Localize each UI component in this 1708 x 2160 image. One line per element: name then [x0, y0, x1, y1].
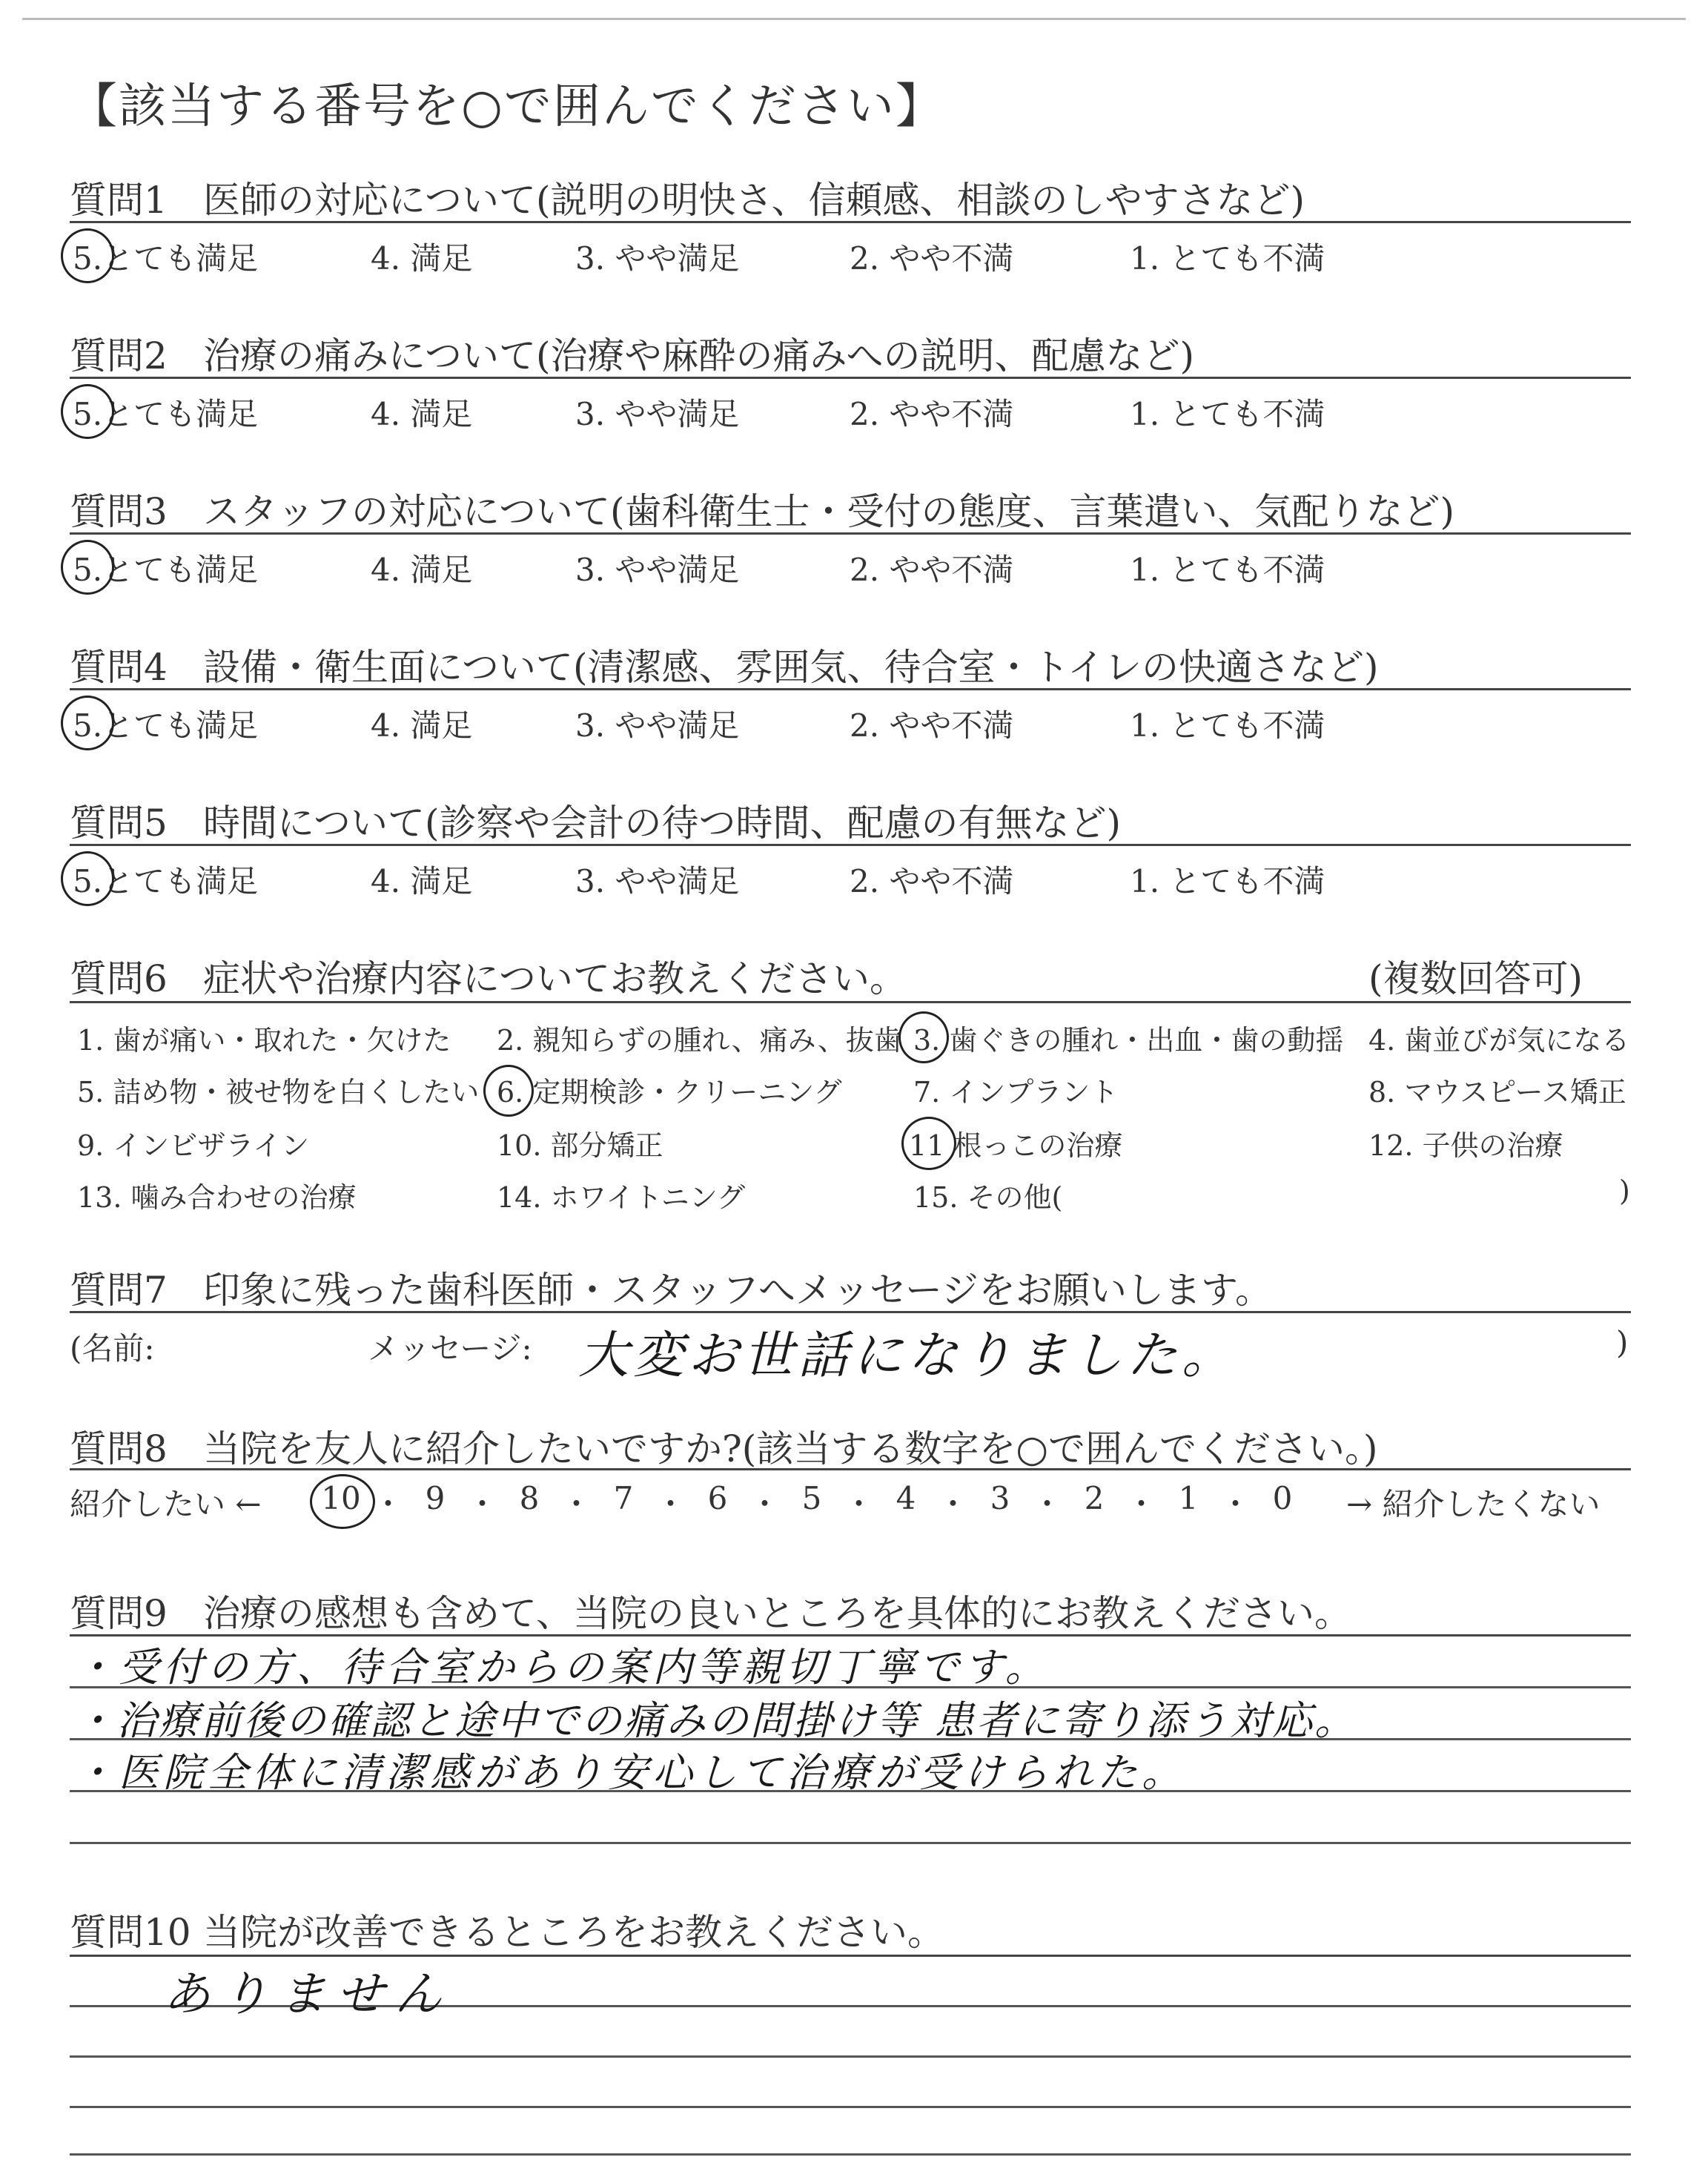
- question-number: 質問9: [70, 1592, 168, 1635]
- handwritten-answer-line: ・治療前後の確認と途中での痛みの問掛け等 患者に寄り添う対応。: [74, 1697, 1357, 1744]
- question-number: 質問7: [70, 1269, 168, 1312]
- selection-circle: [483, 1065, 534, 1117]
- scale-separator: ・: [843, 1486, 875, 1522]
- question-text: スタッフの対応について(歯科衛生士・受付の態度、言葉遣い、気配りなど): [203, 490, 1455, 533]
- option-4[interactable]: 4. 満足: [371, 240, 473, 277]
- divider: [70, 844, 1631, 846]
- option-4[interactable]: 4. 満足: [371, 707, 473, 744]
- divider: [70, 532, 1631, 535]
- handwritten-answer-line: ・医院全体に清潔感があり安心して治療が受けられた。: [74, 1749, 1186, 1796]
- option-1[interactable]: 1. とても不満: [1130, 240, 1325, 277]
- divider: [70, 1001, 1631, 1003]
- q6-option-7[interactable]: 7. インプラント: [913, 1076, 1119, 1109]
- option-4[interactable]: 4. 満足: [371, 396, 473, 432]
- question-number: 質問3: [70, 490, 168, 533]
- divider: [70, 1311, 1631, 1313]
- scale-separator: ・: [1031, 1486, 1063, 1522]
- question-text: 治療の痛みについて(治療や麻酔の痛みへの説明、配慮など): [203, 334, 1195, 377]
- message-label: メッセージ:: [368, 1330, 532, 1367]
- selection-circle: [61, 384, 114, 439]
- answer-line: [70, 1842, 1631, 1844]
- selection-circle: [61, 696, 114, 750]
- option-3[interactable]: 3. やや満足: [575, 552, 740, 588]
- recommend-right-label: → 紹介したくない: [1346, 1486, 1601, 1522]
- option-5[interactable]: 5.とても満足: [73, 552, 259, 588]
- q6-option-11[interactable]: 11 根っこの治療: [909, 1129, 1123, 1162]
- recommend-left-label: 紹介したい ←: [70, 1486, 262, 1522]
- q6-option-4[interactable]: 4. 歯並びが気になる: [1368, 1024, 1630, 1057]
- question-number: 質問8: [70, 1427, 168, 1470]
- option-1[interactable]: 1. とても不満: [1130, 552, 1325, 588]
- scale-separator: ・: [655, 1486, 686, 1522]
- handwritten-answer-line: ・受付の方、待合室からの案内等親切丁寧です。: [74, 1644, 1050, 1691]
- q6-option-15[interactable]: 15. その他(: [913, 1181, 1063, 1214]
- instruction-heading: 【該当する番号を○で囲んでください】: [70, 79, 944, 134]
- question-number: 質問4: [70, 646, 168, 689]
- name-label: (名前:: [70, 1330, 155, 1367]
- scale-value-5[interactable]: 5: [801, 1480, 822, 1516]
- option-3[interactable]: 3. やや満足: [575, 396, 740, 432]
- question-7-title: [70, 1261, 1272, 1314]
- q6-option-10[interactable]: 10. 部分矯正: [497, 1129, 663, 1162]
- divider: [70, 1468, 1631, 1470]
- q6-option-2[interactable]: 2. 親知らずの腫れ、痛み、抜歯: [497, 1024, 902, 1057]
- q6-option-9[interactable]: 9. インビザライン: [77, 1129, 310, 1162]
- question-3-title: [70, 482, 1454, 535]
- message-close-paren: ): [1616, 1324, 1629, 1361]
- scale-value-6[interactable]: 6: [707, 1480, 728, 1516]
- scale-value-9[interactable]: 9: [425, 1480, 446, 1516]
- scale-value-4[interactable]: 4: [896, 1480, 916, 1516]
- question-text: 当院が改善できるところをお教えください。: [203, 1911, 944, 1954]
- option-5[interactable]: 5.とても満足: [73, 707, 259, 744]
- option-2[interactable]: 2. やや不満: [850, 396, 1014, 432]
- divider: [70, 377, 1631, 379]
- option-3[interactable]: 3. やや満足: [575, 863, 740, 899]
- selection-circle: [310, 1474, 375, 1529]
- option-4[interactable]: 4. 満足: [371, 863, 473, 899]
- option-5[interactable]: 5.とても満足: [73, 863, 259, 899]
- question-2-title: [70, 326, 1194, 380]
- q6-option-12[interactable]: 12. 子供の治療: [1368, 1129, 1563, 1162]
- option-1[interactable]: 1. とても不満: [1130, 863, 1325, 899]
- option-2[interactable]: 2. やや不満: [850, 863, 1014, 899]
- question-number: 質問10: [70, 1911, 191, 1954]
- divider: [70, 688, 1631, 690]
- handwritten-answer: ありません: [163, 1967, 452, 2022]
- q6-option-8[interactable]: 8. マウスピース矯正: [1368, 1076, 1626, 1109]
- option-5[interactable]: 5.とても満足: [73, 240, 259, 277]
- option-5[interactable]: 5.とても満足: [73, 396, 259, 432]
- q6-option-13[interactable]: 13. 噛み合わせの治療: [77, 1181, 357, 1214]
- answer-line: [70, 2153, 1631, 2156]
- option-3[interactable]: 3. やや満足: [575, 240, 740, 277]
- scale-separator: ・: [560, 1486, 592, 1522]
- question-text: 症状や治療内容についてお教えください。: [203, 957, 907, 1000]
- scale-value-8[interactable]: 8: [519, 1480, 540, 1516]
- q6-option-6[interactable]: 6. 定期検診・クリーニング: [497, 1076, 842, 1109]
- question-text: 治療の感想も含めて、当院の良いところを具体的にお教えください。: [203, 1592, 1351, 1635]
- multiple-answers-note: (複数回答可): [1368, 957, 1583, 1000]
- scale-separator: ・: [1219, 1486, 1251, 1522]
- top-border: [22, 18, 1686, 20]
- question-text: 印象に残った歯科医師・スタッフへメッセージをお願いします。: [203, 1269, 1272, 1312]
- handwritten-message: 大変お世話になりました。: [578, 1327, 1237, 1385]
- answer-line: [70, 2106, 1631, 2108]
- question-text: 時間について(診察や会計の待つ時間、配慮の有無など): [203, 802, 1122, 845]
- answer-line: [70, 2055, 1631, 2058]
- question-number: 質問2: [70, 334, 168, 377]
- question-text: 医師の対応について(説明の明快さ、信頼感、相談のしやすさなど): [203, 179, 1305, 222]
- question-4-title: [70, 638, 1379, 691]
- question-text: 設備・衛生面について(清潔感、雰囲気、待合室・トイレの快適さなど): [203, 646, 1379, 689]
- scale-value-3[interactable]: 3: [990, 1480, 1010, 1516]
- question-number: 質問5: [70, 802, 168, 845]
- question-8-title: [70, 1419, 1377, 1473]
- selection-circle: [901, 1117, 956, 1170]
- selection-circle: [61, 540, 114, 595]
- other-close-paren: ): [1619, 1175, 1630, 1207]
- scale-value-0[interactable]: 0: [1272, 1480, 1293, 1516]
- scale-separator: ・: [1125, 1486, 1157, 1522]
- option-1[interactable]: 1. とても不満: [1130, 707, 1325, 744]
- selection-circle: [898, 1011, 949, 1063]
- question-text: 当院を友人に紹介したいですか?(該当する数字を○で囲んでください。): [203, 1427, 1378, 1470]
- question-9-title: [70, 1584, 1351, 1637]
- option-1[interactable]: 1. とても不満: [1130, 396, 1325, 432]
- scale-value-7[interactable]: 7: [613, 1480, 634, 1516]
- scale-value-2[interactable]: 2: [1084, 1480, 1105, 1516]
- scale-value-10[interactable]: 10: [321, 1480, 361, 1516]
- question-5-title: [70, 793, 1121, 847]
- selection-circle: [61, 228, 114, 283]
- question-number: 質問6: [70, 957, 168, 1000]
- scale-separator: ・: [466, 1486, 498, 1522]
- option-2[interactable]: 2. やや不満: [850, 240, 1014, 277]
- option-2[interactable]: 2. やや不満: [850, 707, 1014, 744]
- scale-value-1[interactable]: 1: [1178, 1480, 1199, 1516]
- question-number: 質問1: [70, 179, 168, 222]
- q6-option-14[interactable]: 14. ホワイトニング: [497, 1181, 746, 1214]
- option-3[interactable]: 3. やや満足: [575, 707, 740, 744]
- option-2[interactable]: 2. やや不満: [850, 552, 1014, 588]
- question-6-title: [70, 949, 907, 1003]
- q6-option-5[interactable]: 5. 詰め物・被せ物を白くしたい: [77, 1076, 480, 1109]
- scale-separator: ・: [372, 1486, 404, 1522]
- question-1-title: [70, 171, 1305, 224]
- scale-separator: ・: [749, 1486, 781, 1522]
- selection-circle: [61, 851, 114, 906]
- question-10-title: [70, 1903, 944, 1956]
- option-4[interactable]: 4. 満足: [371, 552, 473, 588]
- scale-separator: ・: [937, 1486, 969, 1522]
- divider: [70, 221, 1631, 223]
- q6-option-1[interactable]: 1. 歯が痛い・取れた・欠けた: [77, 1024, 451, 1057]
- q6-option-3[interactable]: 3. 歯ぐきの腫れ・出血・歯の動揺: [913, 1024, 1344, 1057]
